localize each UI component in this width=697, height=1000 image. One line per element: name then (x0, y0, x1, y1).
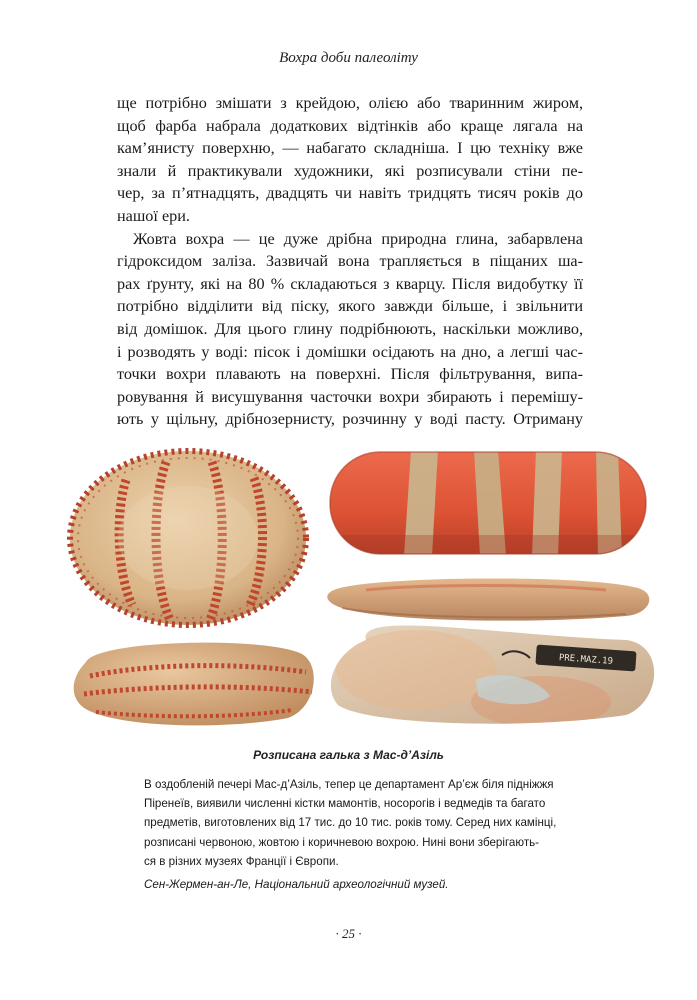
body-line: ють у щільну, дрібнозернисту, розчинну у воді пасту. Отриману (117, 410, 583, 429)
figure-caption-title: Розписана галька з Мас-д’Азіль (253, 748, 444, 762)
body-line: ще потрібно змішати з крейдою, олією або тваринним жиром, (117, 94, 583, 112)
running-header: Вохра доби палеоліту (279, 50, 418, 66)
caption-line: Піренеїв, виявили численні кістки мамонтів, носорогів і ведмедів та багато (144, 797, 546, 811)
body-line: знали й практикували художники, які розписували стіни пе- (117, 161, 583, 180)
striped-pebble (330, 450, 646, 556)
body-line: Жовта вохра — це дуже дрібна природна глина, забарвлена (133, 229, 583, 248)
elongated-pebble (74, 643, 314, 726)
body-text (117, 92, 583, 431)
body-line: щоб фарба набрала додаткових відтінків або краще лягала на (117, 116, 583, 135)
body-line: і розводять у воді: пісок і домішки осідають на дно, а легші час- (117, 342, 583, 361)
page-number: · 25 · (335, 926, 362, 941)
body-line: кам’янисту поверхню, — набагато складніша. І цю техніку вже (117, 139, 583, 158)
figure-caption (144, 775, 564, 894)
labelled-pebble (331, 625, 654, 728)
painted-pebbles-figure (66, 440, 656, 730)
body-line: рах ґрунту, які на 80 % складаються з кварцу. Після видобутку її (117, 274, 583, 293)
specimen-label: PRE.MAZ.19 (558, 653, 614, 667)
body-line: ровування й висушування часточки вохри збирають і перемішу- (117, 387, 583, 406)
body-line: нашої ери. (117, 206, 190, 225)
flat-pebble (327, 578, 649, 620)
body-line: від домішок. Для цього глину подрібнюють, наскільки можливо, (117, 319, 583, 338)
body-line: потрібно відділити від піску, якого завжди більше, і звільнити (117, 297, 583, 316)
body-line: точки вохри плавають на поверхні. Після фільтрування, випа- (117, 365, 583, 384)
caption-line: предметів, виготовлених від 17 тис. до 10 тис. років тому. Серед них камінці, (144, 816, 557, 830)
body-line: гідроксидом заліза. Зазвичай вона трапляється в піщаних ша- (117, 252, 583, 271)
caption-line: ся в різних музеях Франції і Європи. (144, 854, 339, 868)
body-line: чер, за п’ятнадцять, двадцять чи навіть тридцять тисяч років до (117, 184, 583, 203)
oval-pebble (70, 451, 306, 625)
caption-line: розписані червоною, жовтою і коричневою вохрою. Нині вони зберігають- (144, 835, 540, 849)
pebbles-illustration (66, 440, 656, 730)
caption-source: Сен-Жермен-ан-Ле, Національний археологічний музей. (144, 878, 449, 892)
caption-line: В оздобленій печері Мас-д’Азіль, тепер це департамент Ар’єж біля підніжжя (144, 778, 554, 791)
